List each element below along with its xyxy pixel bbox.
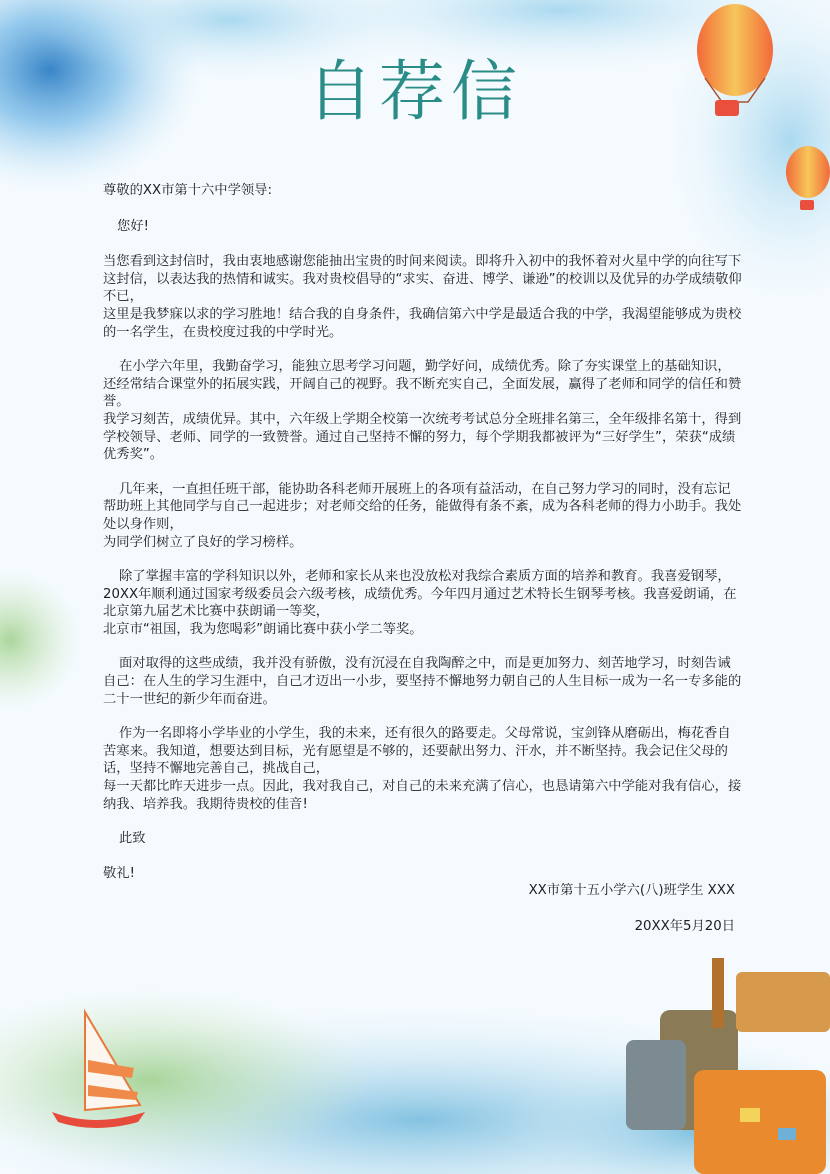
paragraph-1a: 当您看到这封信时，我由衷地感谢您能抽出宝贵的时间来阅读。即将升入初中的我怀着对火星中学的向往写下这封信，以表达我的热情和诚实。我对贵校倡导的“求实、奋进、博学、谦逊”的校训以及优异的办学成绩敬仰不已， — [103, 254, 742, 305]
paragraph-3b: 为同学们树立了良好的学习榜样。 — [103, 534, 303, 550]
signature: XX市第十五小学六(八)班学生 XXX — [528, 883, 735, 899]
paragraph-1b: 这里是我梦寐以求的学习胜地！结合我的自身条件，我确信第六中学是最适合我的中学，我渴望能够成为贵校的一名学生，在贵校度过我的中学时光。 — [103, 306, 742, 340]
closing-salutation: 此致 — [119, 831, 146, 847]
closing-regards: 敬礼! — [103, 865, 135, 881]
paragraph-6a: 作为一名即将小学毕业的小学生，我的未来，还有很久的路要走。父母常说，宝剑锋从磨砺出，梅花香自苦寒来。我知道，想要达到目标，光有愿望是不够的，还要献出努力、汗水，并不断坚持。我会记住父母的话，坚持不懈地完善自己，挑战自己， — [103, 726, 731, 777]
paragraph-6b: 每一天都比昨天进步一点。因此，我对我自己，对自己的未来充满了信心，也恳请第六中学能对我有信心，接纳我、培养我。我期待贵校的佳音! — [103, 779, 742, 812]
paragraph-5: 面对取得的这些成绩，我并没有骄傲，没有沉浸在自我陶醉之中，而是更加努力、刻苦地学习，时刻告诫自己：在人生的学习生涯中，自己才迈出一小步，要坚持不懈地努力朝自己的人生目标一成为一名一专多能的二十一世纪的新少年而奋进。 — [103, 656, 742, 707]
date: 20XX年5月20日 — [634, 919, 735, 934]
paragraph-4b: 北京市“祖国，我为您喝彩”朗诵比赛中获小学二等奖。 — [103, 621, 423, 637]
greeting: 尊敬的XX市第十六中学领导: — [103, 183, 272, 198]
page-title: 自荐信 — [307, 53, 523, 130]
paragraph-2b: 我学习刻苦，成绩优异。其中，六年级上学期全校第一次统考考试总分全班排名第三，全年级排名第十，得到学校领导、老师、同学的一致赞誉。通过自己坚持不懈的努力，每个学期我都被评为“三好学生”，荣获“成绩优秀奖”。 — [103, 411, 742, 463]
paragraph-3a: 几年来，一直担任班干部，能协助各科老师开展班上的各项有益活动，在自己努力学习的同时，没有忘记帮助班上其他同学与自己一起进步；对老师交给的任务，能做得有条不紊，成为各科老师的得力小助手。我处处以身作则， — [103, 481, 742, 532]
paragraph-4a: 除了掌握丰富的学科知识以外，老师和家长从来也没放松对我综合素质方面的培养和教育。我喜爱钢琴，20XX年顺利通过国家考级委员会六级考核，成绩优秀。今年四月通过艺术特长生钢琴考核。我喜爱朗诵，在北京第九届艺术比赛中获朗诵一等奖， — [103, 569, 737, 620]
paragraph-2a: 在小学六年里，我勤奋学习，能独立思考学习问题，勤学好问，成绩优秀。除了夯实课堂上的基础知识，还经常结合课堂外的拓展实践，开阔自己的视野。我不断充实自己，全面发展，赢得了老师和同学的信任和赞誉。 — [103, 359, 742, 410]
letter-body — [103, 182, 743, 936]
hello-line: 您好! — [117, 218, 149, 234]
